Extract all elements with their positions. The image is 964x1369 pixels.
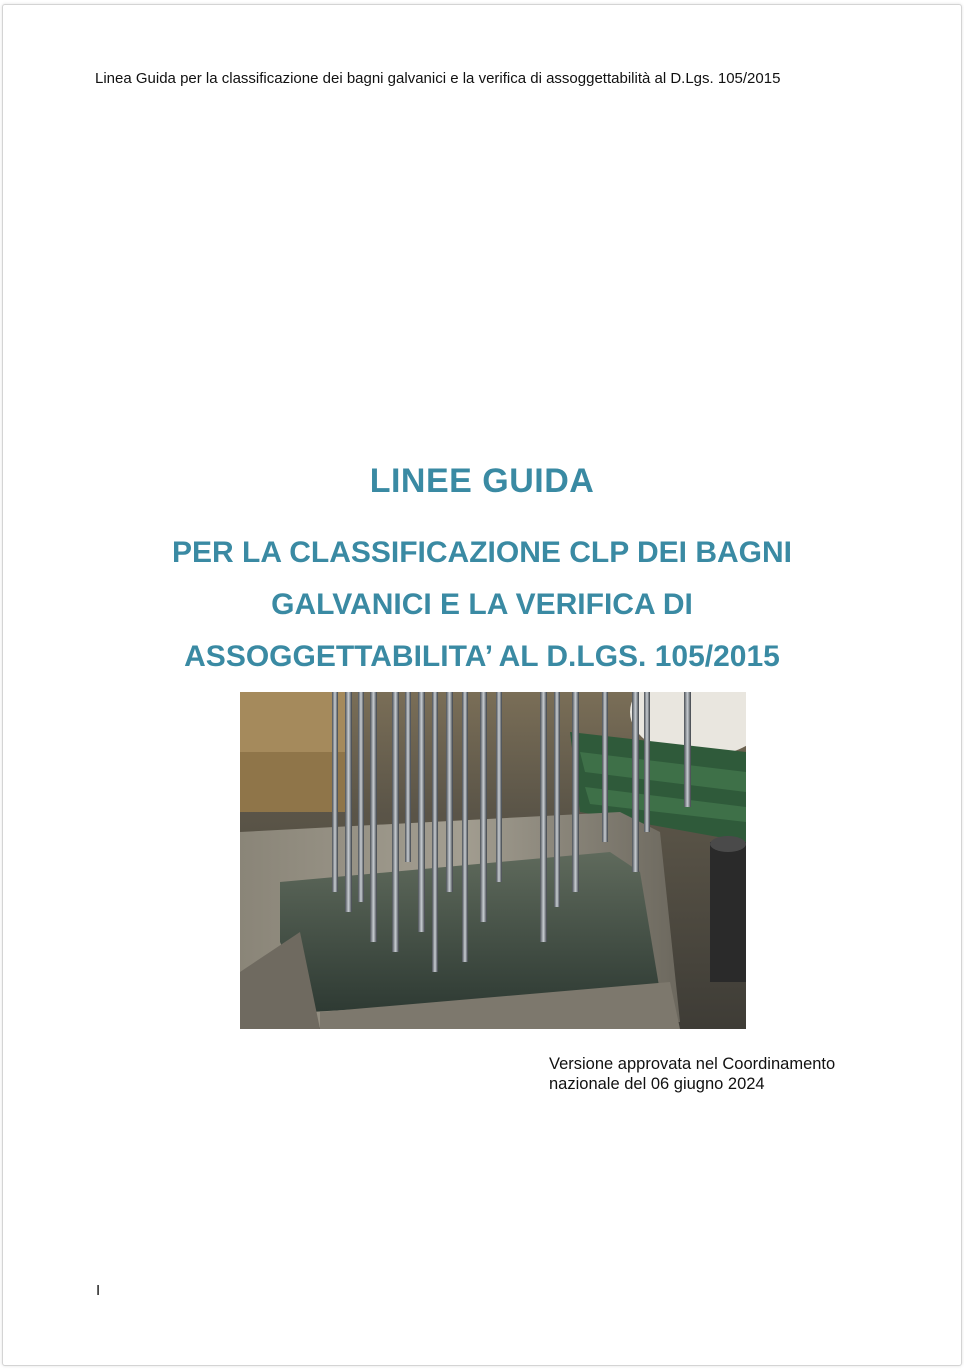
document-subtitle: PER LA CLASSIFICAZIONE CLP DEI BAGNI GALVANICI E LA VERIFICA DI ASSOGGETTABILITA’ AL D.LGS. 105/2015 [171,536,793,673]
page-number: I [96,1282,101,1299]
version-note [549,1054,835,1094]
version-note-line-1: Versione approvata nel Coordinamento [549,1055,836,1073]
document-title: LINEE GUIDA [369,462,595,500]
galvanic-bath-illustration [240,692,746,1029]
cover-photo [240,692,746,1029]
version-note-line-2: nazionale del 06 giugno 2024 [549,1075,765,1093]
running-header: Linea Guida per la classificazione dei bagni galvanici e la verifica di assoggettabilità al D.Lgs. 105/2015 [95,70,781,87]
document-page [2,4,962,1366]
